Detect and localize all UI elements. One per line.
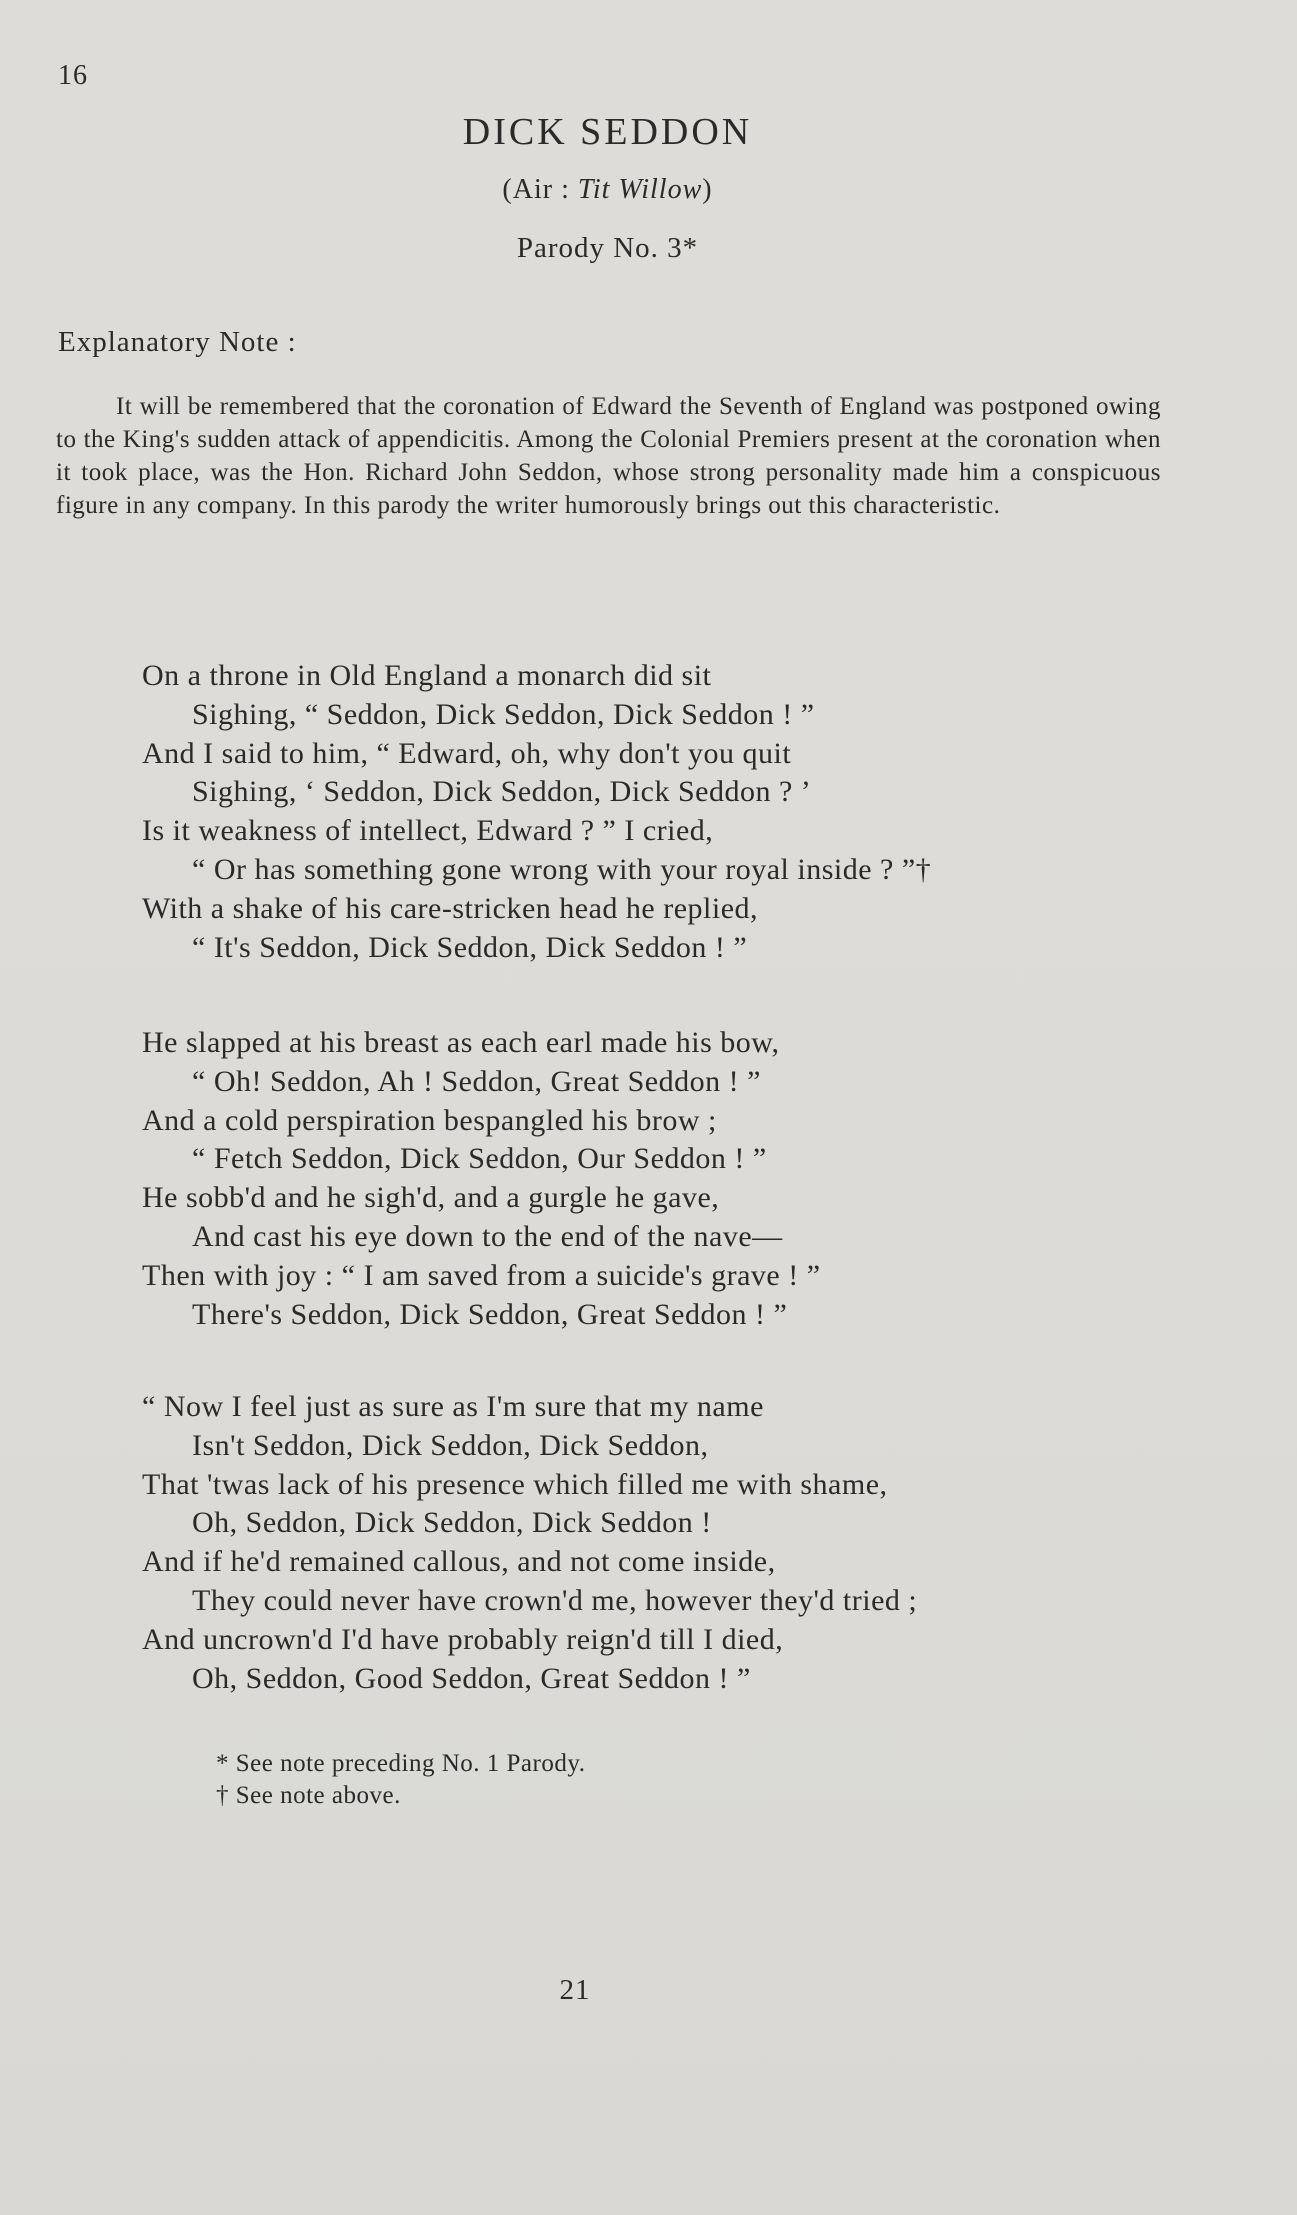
footnote: * See note preceding No. 1 Parody. [216, 1750, 586, 1777]
verse-line: Then with joy : “ I am saved from a suicide's grave ! ” [142, 1258, 821, 1292]
stanza-2 [142, 1024, 1152, 1334]
verse-line: Sighing, ‘ Seddon, Dick Seddon, Dick Seddon ? ’ [192, 775, 812, 809]
footnote: † See note above. [216, 1782, 401, 1809]
verse-line: And if he'd remained callous, and not come inside, [142, 1545, 776, 1579]
verse-line: Oh, Seddon, Good Seddon, Great Seddon ! ” [192, 1661, 751, 1695]
air-prefix: (Air : [502, 174, 578, 205]
verse-line: And uncrown'd I'd have probably reign'd till I died, [142, 1622, 784, 1656]
stanza-1 [142, 657, 1152, 967]
explanatory-note-body: It will be remembered that the coronation of Edward the Seventh of England was postponed owing to the King's sudden attack of appendicitis. Among the Colonial Premiers present at the coronation when it took place, was the Hon. Richard John Seddon, whose strong personality made him a conspicuous figure in any company. In this parody the writer humorously brings out this characteristic. [56, 393, 1161, 519]
verse-line: He slapped at his breast as each earl made his bow, [142, 1026, 780, 1059]
verse-line: And I said to him, “ Edward, oh, why don't you quit [142, 736, 792, 770]
page-number-bottom: 21 [559, 1974, 591, 2006]
verse-line: “ Oh! Seddon, Ah ! Seddon, Great Seddon ! ” [192, 1064, 761, 1098]
parody-number: Parody No. 3* [516, 232, 699, 264]
verse-line: He sobb'd and he sigh'd, and a gurgle he gave, [142, 1181, 720, 1215]
page-number-top: 16 [58, 60, 88, 91]
air-tune: Tit Willow [577, 174, 703, 205]
verse-line: “ Now I feel just as sure as I'm sure that my name [142, 1390, 764, 1423]
verse-line: There's Seddon, Dick Seddon, Great Seddon ! ” [192, 1297, 788, 1331]
stanza-3 [142, 1388, 1152, 1698]
explanatory-note-heading: Explanatory Note : [58, 326, 297, 358]
air-suffix: ) [702, 174, 713, 205]
verse-line: On a throne in Old England a monarch did sit [142, 659, 712, 692]
verse-line: They could never have crown'd me, however they'd tried ; [192, 1583, 918, 1617]
verse-line: Oh, Seddon, Dick Seddon, Dick Seddon ! [192, 1506, 712, 1540]
verse-line: “ Or has something gone wrong with your royal inside ? ”† [192, 852, 932, 886]
verse-line: And cast his eye down to the end of the nave— [192, 1219, 783, 1253]
verse-line: That 'twas lack of his presence which filled me with shame, [142, 1467, 888, 1501]
verse-line: And a cold perspiration bespangled his brow ; [142, 1103, 717, 1137]
air-line [0, 174, 1215, 206]
verse-line: “ Fetch Seddon, Dick Seddon, Our Seddon ! ” [192, 1142, 767, 1176]
verse-line: Isn't Seddon, Dick Seddon, Dick Seddon, [192, 1428, 709, 1462]
page-title: DICK SEDDON [462, 111, 753, 153]
verse-line: “ It's Seddon, Dick Seddon, Dick Seddon ! ” [192, 930, 748, 964]
footnotes [216, 1748, 585, 1812]
verse-line: Sighing, “ Seddon, Dick Seddon, Dick Seddon ! ” [192, 697, 815, 731]
verse-line: With a shake of his care-stricken head he replied, [142, 891, 759, 925]
verse-line: Is it weakness of intellect, Edward ? ” I cried, [142, 814, 714, 848]
